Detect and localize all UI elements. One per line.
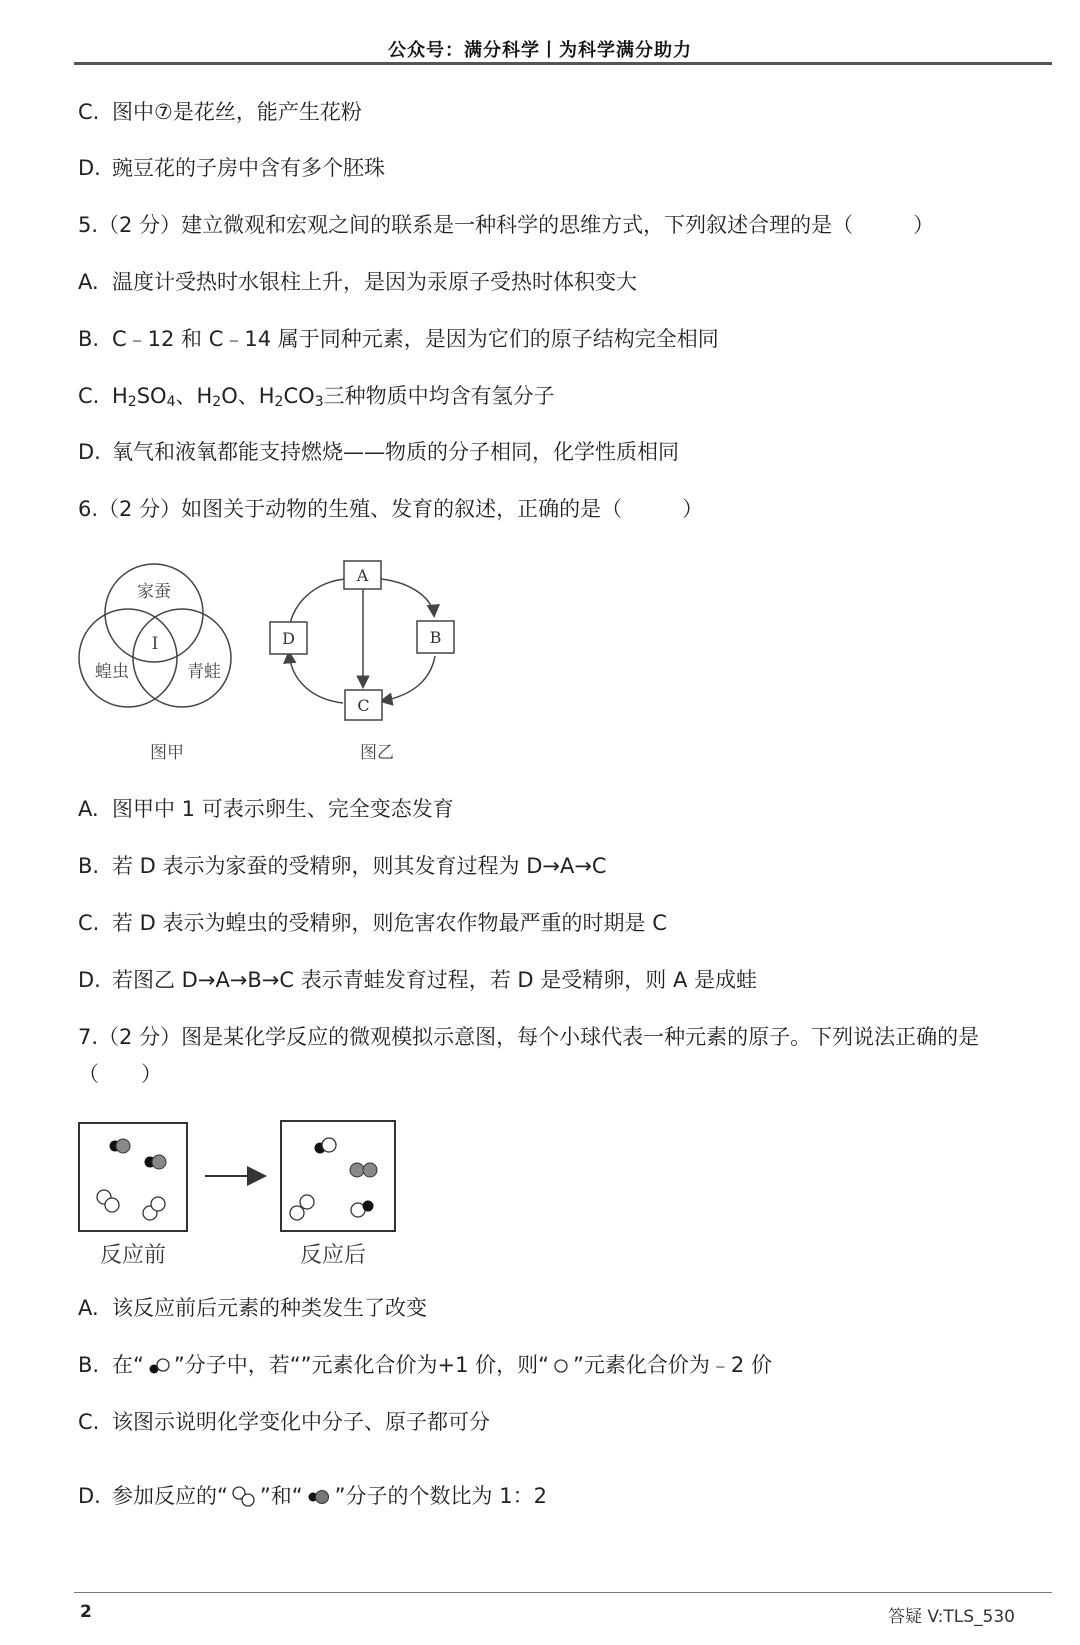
option-letter: C. xyxy=(78,100,100,124)
option-text: 该图示说明化学变化中分子、原子都可分 xyxy=(112,1410,490,1434)
node-label-b: B xyxy=(429,628,442,647)
q7-option-d xyxy=(78,1482,547,1510)
option-letter: D. xyxy=(78,968,101,992)
footer-contact: 答疑 V:TLS_530 xyxy=(888,1607,1015,1627)
q5-option-d xyxy=(78,438,679,466)
option-text: 若 D 表示为蝗虫的受精卵，则危害农作物最严重的时期是 C xyxy=(112,911,667,935)
option-letter: D. xyxy=(78,440,101,464)
page-number: 2 xyxy=(80,1602,92,1622)
option-letter: C. xyxy=(78,1410,100,1434)
option-letter: B. xyxy=(78,1353,100,1377)
molecule-white-white-icon xyxy=(228,1484,260,1510)
figure-b-cycle-diagram xyxy=(265,553,470,728)
question-stem: 5.（2 分）建立微观和宏观之间的联系是一种科学的思维方式，下列叙述合理的是（ xyxy=(78,213,854,237)
after-caption: 反应后 xyxy=(300,1243,367,1268)
option-letter: B. xyxy=(78,854,100,878)
option-text: 三种物质中均含有氢分子 xyxy=(323,384,555,408)
q4-option-d xyxy=(78,154,385,182)
question-stem: 7.（2 分）图是某化学反应的微观模拟示意图，每个小球代表一种元素的原子。下列说法正确的是 xyxy=(78,1025,980,1049)
option-letter: C. xyxy=(78,911,100,935)
formula-part: H xyxy=(112,384,128,408)
option-letter: A. xyxy=(78,1296,99,1320)
option-text: 图中⑦是花丝，能产生花粉 xyxy=(112,100,362,124)
question-paren: （ ） xyxy=(78,1062,162,1086)
q5-option-b xyxy=(78,325,719,353)
q6-option-c xyxy=(78,909,667,937)
q7-option-b xyxy=(78,1351,772,1379)
option-text-part: ”分子的个数比为 1：2 xyxy=(334,1484,547,1508)
venn-label-locust: 蝗虫 xyxy=(95,662,129,682)
question-paren-close: ） xyxy=(913,213,935,237)
option-text: 若图乙 D→A→B→C 表示青蛙发育过程，若 D 是受精卵，则 A 是成蛙 xyxy=(112,968,757,992)
venn-label-frog: 青蛙 xyxy=(187,662,221,682)
option-letter: A. xyxy=(78,270,99,294)
formula-subscript: 2 xyxy=(127,394,137,410)
option-text-part: 参加反应的“ xyxy=(112,1484,228,1508)
molecule-black-white-icon xyxy=(144,1355,174,1377)
formula-subscript: 3 xyxy=(314,394,324,410)
venn-circle-locust xyxy=(79,609,177,707)
reaction-figure xyxy=(75,1115,415,1240)
figure-a-caption: 图甲 xyxy=(150,743,184,763)
molecule-black-grey-1 xyxy=(110,1139,131,1153)
question-stem: 6.（2 分）如图关于动物的生殖、发育的叙述，正确的是（ xyxy=(78,497,623,521)
option-text: 温度计受热时水银柱上升，是因为汞原子受热时体积变大 xyxy=(112,270,637,294)
arrow-a-to-b xyxy=(381,579,434,615)
header-rule xyxy=(74,62,1052,65)
arrow-c-to-d xyxy=(289,653,343,703)
before-box xyxy=(79,1123,187,1231)
venn-label-silkworm: 家蚕 xyxy=(137,582,171,602)
node-label-d: D xyxy=(282,629,295,648)
q4-option-c xyxy=(78,98,362,126)
option-text-part: 在“ xyxy=(112,1353,144,1377)
formula-part: 、H xyxy=(175,384,213,408)
option-text-part: ”元素化合价为﹣2 价 xyxy=(573,1353,772,1377)
formula-part: CO xyxy=(283,384,315,408)
option-letter: C. xyxy=(78,384,100,408)
option-text: 豌豆花的子房中含有多个胚珠 xyxy=(112,156,385,180)
formula-subscript: 2 xyxy=(274,394,284,410)
option-letter: D. xyxy=(78,1484,101,1508)
option-text-part: ”和“ xyxy=(259,1484,303,1508)
formula-subscript: 4 xyxy=(166,394,176,410)
before-caption: 反应前 xyxy=(100,1243,167,1268)
q7-option-c xyxy=(78,1408,490,1436)
option-letter: A. xyxy=(78,797,99,821)
q5-option-a xyxy=(78,268,637,296)
q5-option-c xyxy=(78,382,555,416)
option-letter: D. xyxy=(78,156,101,180)
molecule-white-atom-icon xyxy=(549,1355,573,1377)
question-paren-close: ） xyxy=(682,497,704,521)
figure-b-caption: 图乙 xyxy=(360,743,394,763)
venn-circle-frog xyxy=(133,609,231,707)
q7-paren xyxy=(78,1060,162,1088)
option-text-part: ”分子中，若“”元素化合价为+1 价，则“ xyxy=(173,1353,550,1377)
option-text: 若 D 表示为家蚕的受精卵，则其发育过程为 D→A→C xyxy=(112,854,607,878)
q6-option-a xyxy=(78,795,454,823)
option-text: 该反应前后元素的种类发生了改变 xyxy=(112,1296,427,1320)
q5-stem xyxy=(78,211,934,239)
formula-subscript: 2 xyxy=(212,394,222,410)
figure-a-venn-diagram xyxy=(70,555,250,720)
q7-option-a xyxy=(78,1294,427,1322)
formula-part: SO xyxy=(136,384,167,408)
option-text: C﹣12 和 C﹣14 属于同种元素，是因为它们的原子结构完全相同 xyxy=(112,327,719,351)
formula-part: O、H xyxy=(221,384,275,408)
node-label-a: A xyxy=(356,566,369,585)
q7-stem xyxy=(78,1023,979,1051)
option-letter: B. xyxy=(78,327,100,351)
molecule-black-grey-icon xyxy=(303,1486,335,1508)
venn-label-intersection: I xyxy=(151,634,159,654)
footer-rule xyxy=(74,1592,1052,1593)
formula-h2so4 xyxy=(112,384,176,408)
q6-option-d xyxy=(78,966,757,994)
arrow-b-to-c xyxy=(382,656,435,701)
q6-stem xyxy=(78,495,703,523)
q6-option-b xyxy=(78,852,607,880)
page-header-title: 公众号：满分科学丨为科学满分助力 xyxy=(388,40,692,61)
node-label-c: C xyxy=(357,696,370,715)
option-text: 氧气和液氧都能支持燃烧——物质的分子相同，化学性质相同 xyxy=(112,440,679,464)
molecule-black-grey-2 xyxy=(145,1155,167,1169)
option-text: 图甲中 1 可表示卵生、完全变态发育 xyxy=(112,797,454,821)
